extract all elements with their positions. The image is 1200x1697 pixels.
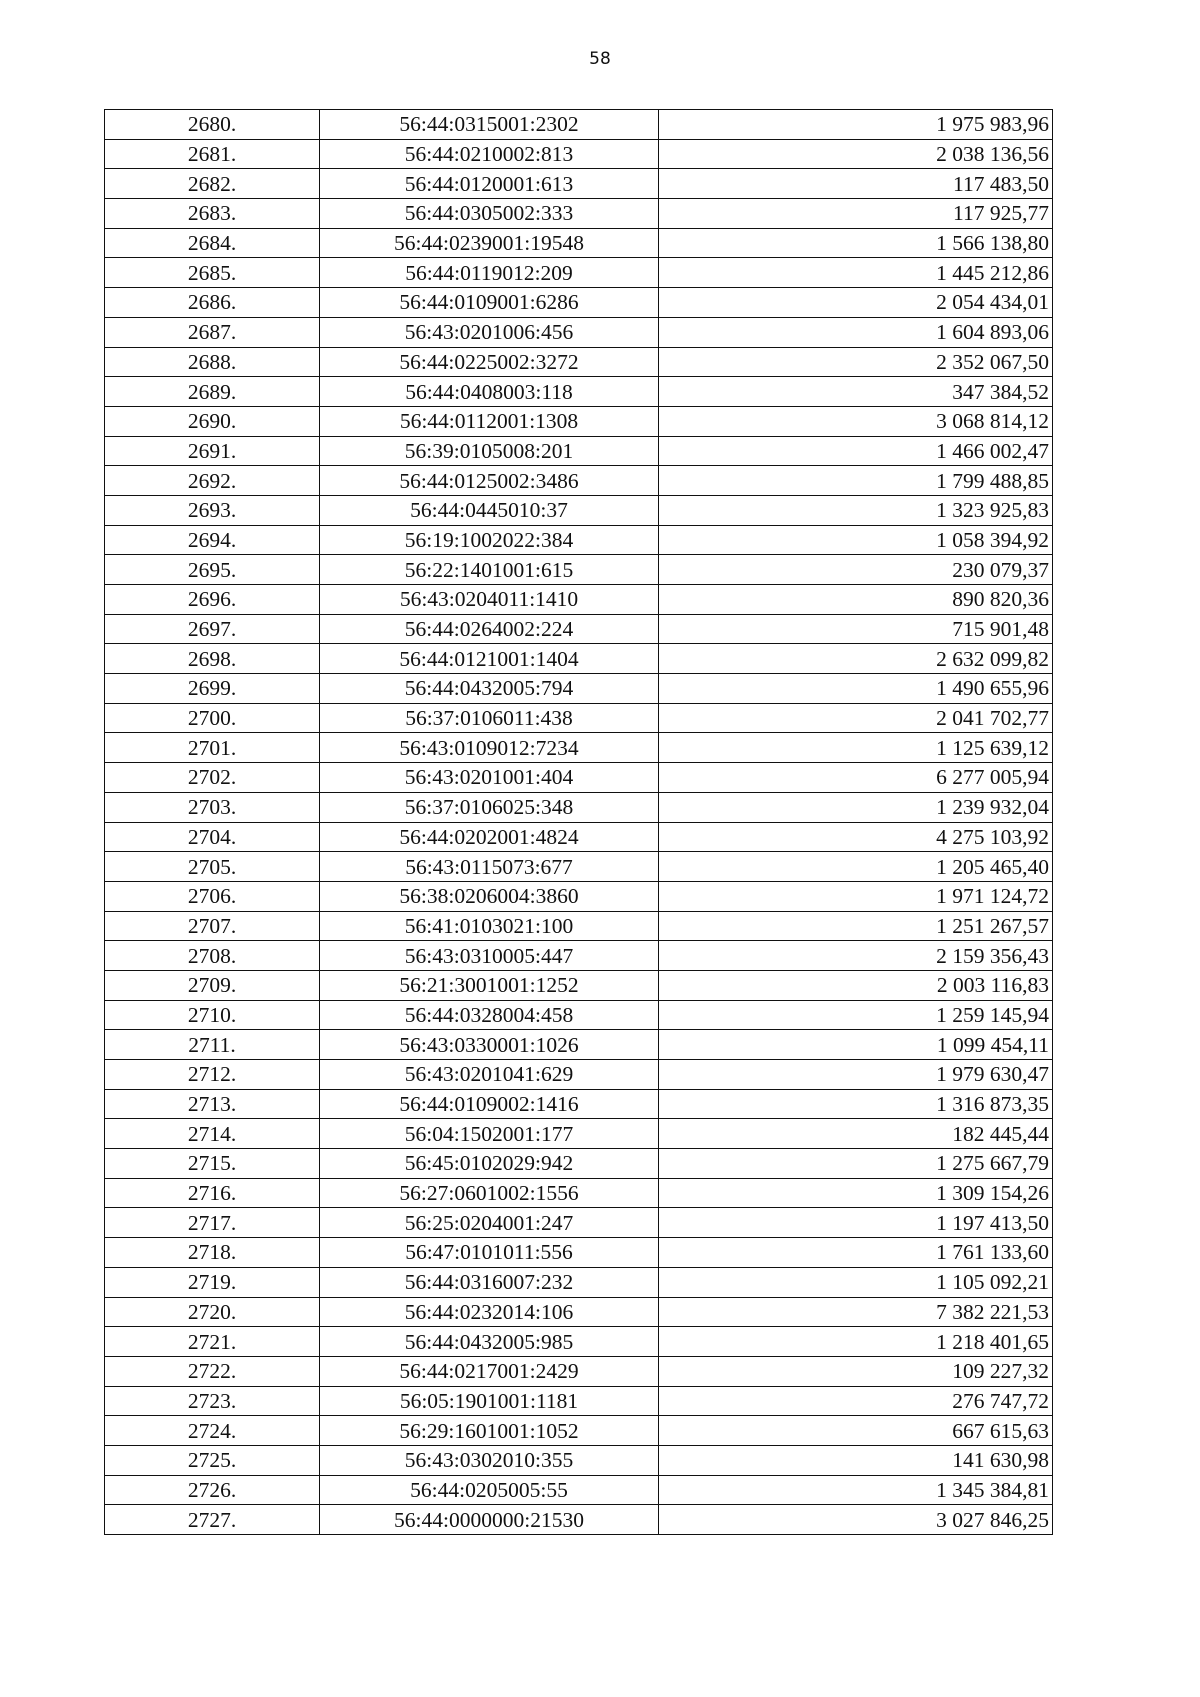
- row-number-cell: 2709.: [105, 970, 320, 1000]
- cadastral-number-cell: 56:44:0432005:985: [320, 1327, 659, 1357]
- row-number-cell: 2690.: [105, 406, 320, 436]
- table-row: [105, 288, 1053, 318]
- table-row: [105, 792, 1053, 822]
- table-row: [105, 585, 1053, 615]
- table-row: [105, 495, 1053, 525]
- cadastral-number-cell: 56:29:1601001:1052: [320, 1416, 659, 1446]
- value-cell: 2 159 356,43: [659, 941, 1053, 971]
- table-row: [105, 377, 1053, 407]
- value-cell: 2 632 099,82: [659, 644, 1053, 674]
- value-cell: 117 925,77: [659, 199, 1053, 229]
- value-cell: 667 615,63: [659, 1416, 1053, 1446]
- row-number-cell: 2701.: [105, 733, 320, 763]
- value-cell: 1 309 154,26: [659, 1178, 1053, 1208]
- cadastral-number-cell: 56:43:0204011:1410: [320, 585, 659, 615]
- table-row: [105, 317, 1053, 347]
- value-cell: 1 604 893,06: [659, 317, 1053, 347]
- table-row: [105, 970, 1053, 1000]
- value-cell: 4 275 103,92: [659, 822, 1053, 852]
- row-number-cell: 2708.: [105, 941, 320, 971]
- row-number-cell: 2697.: [105, 614, 320, 644]
- table-row: [105, 1060, 1053, 1090]
- value-cell: 890 820,36: [659, 585, 1053, 615]
- cadastral-number-cell: 56:44:0205005:55: [320, 1475, 659, 1505]
- cadastral-number-cell: 56:43:0201041:629: [320, 1060, 659, 1090]
- row-number-cell: 2715.: [105, 1149, 320, 1179]
- table-row: [105, 1356, 1053, 1386]
- cadastral-number-cell: 56:21:3001001:1252: [320, 970, 659, 1000]
- value-cell: 109 227,32: [659, 1356, 1053, 1386]
- registry-table-body: [105, 110, 1053, 1535]
- cadastral-number-cell: 56:41:0103021:100: [320, 911, 659, 941]
- table-row: [105, 852, 1053, 882]
- value-cell: 141 630,98: [659, 1445, 1053, 1475]
- row-number-cell: 2684.: [105, 228, 320, 258]
- table-row: [105, 941, 1053, 971]
- cadastral-number-cell: 56:47:0101011:556: [320, 1238, 659, 1268]
- cadastral-number-cell: 56:04:1502001:177: [320, 1119, 659, 1149]
- row-number-cell: 2727.: [105, 1505, 320, 1535]
- cadastral-number-cell: 56:44:0202001:4824: [320, 822, 659, 852]
- value-cell: 1 445 212,86: [659, 258, 1053, 288]
- value-cell: 230 079,37: [659, 555, 1053, 585]
- table-row: [105, 525, 1053, 555]
- row-number-cell: 2723.: [105, 1386, 320, 1416]
- value-cell: 3 027 846,25: [659, 1505, 1053, 1535]
- cadastral-number-cell: 56:44:0432005:794: [320, 674, 659, 704]
- row-number-cell: 2704.: [105, 822, 320, 852]
- row-number-cell: 2683.: [105, 199, 320, 229]
- value-cell: 2 352 067,50: [659, 347, 1053, 377]
- value-cell: 3 068 814,12: [659, 406, 1053, 436]
- row-number-cell: 2694.: [105, 525, 320, 555]
- table-row: [105, 1505, 1053, 1535]
- cadastral-number-cell: 56:44:0121001:1404: [320, 644, 659, 674]
- row-number-cell: 2721.: [105, 1327, 320, 1357]
- row-number-cell: 2682.: [105, 169, 320, 199]
- value-cell: 1 239 932,04: [659, 792, 1053, 822]
- value-cell: 1 490 655,96: [659, 674, 1053, 704]
- row-number-cell: 2700.: [105, 703, 320, 733]
- cadastral-number-cell: 56:38:0206004:3860: [320, 881, 659, 911]
- row-number-cell: 2702.: [105, 763, 320, 793]
- value-cell: 1 566 138,80: [659, 228, 1053, 258]
- row-number-cell: 2711.: [105, 1030, 320, 1060]
- value-cell: 347 384,52: [659, 377, 1053, 407]
- cadastral-number-cell: 56:44:0305002:333: [320, 199, 659, 229]
- value-cell: 1 979 630,47: [659, 1060, 1053, 1090]
- cadastral-number-cell: 56:44:0232014:106: [320, 1297, 659, 1327]
- row-number-cell: 2703.: [105, 792, 320, 822]
- table-row: [105, 1475, 1053, 1505]
- cadastral-number-cell: 56:43:0109012:7234: [320, 733, 659, 763]
- row-number-cell: 2710.: [105, 1000, 320, 1030]
- table-row: [105, 169, 1053, 199]
- table-row: [105, 1030, 1053, 1060]
- row-number-cell: 2692.: [105, 466, 320, 496]
- table-row: [105, 1208, 1053, 1238]
- row-number-cell: 2722.: [105, 1356, 320, 1386]
- value-cell: 715 901,48: [659, 614, 1053, 644]
- table-row: [105, 703, 1053, 733]
- table-row: [105, 1297, 1053, 1327]
- table-row: [105, 1178, 1053, 1208]
- cadastral-number-cell: 56:44:0445010:37: [320, 495, 659, 525]
- table-row: [105, 822, 1053, 852]
- table-row: [105, 199, 1053, 229]
- cadastral-number-cell: 56:44:0119012:209: [320, 258, 659, 288]
- value-cell: 1 466 002,47: [659, 436, 1053, 466]
- cadastral-number-cell: 56:44:0109002:1416: [320, 1089, 659, 1119]
- value-cell: 1 105 092,21: [659, 1267, 1053, 1297]
- cadastral-number-cell: 56:44:0112001:1308: [320, 406, 659, 436]
- row-number-cell: 2699.: [105, 674, 320, 704]
- cadastral-number-cell: 56:22:1401001:615: [320, 555, 659, 585]
- row-number-cell: 2691.: [105, 436, 320, 466]
- cadastral-number-cell: 56:44:0408003:118: [320, 377, 659, 407]
- row-number-cell: 2693.: [105, 495, 320, 525]
- value-cell: 1 761 133,60: [659, 1238, 1053, 1268]
- cadastral-number-cell: 56:44:0125002:3486: [320, 466, 659, 496]
- table-row: [105, 228, 1053, 258]
- cadastral-number-cell: 56:19:1002022:384: [320, 525, 659, 555]
- value-cell: 1 799 488,85: [659, 466, 1053, 496]
- row-number-cell: 2698.: [105, 644, 320, 674]
- value-cell: 1 218 401,65: [659, 1327, 1053, 1357]
- row-number-cell: 2713.: [105, 1089, 320, 1119]
- value-cell: 6 277 005,94: [659, 763, 1053, 793]
- cadastral-number-cell: 56:43:0201001:404: [320, 763, 659, 793]
- value-cell: 2 041 702,77: [659, 703, 1053, 733]
- cadastral-number-cell: 56:44:0120001:613: [320, 169, 659, 199]
- cadastral-number-cell: 56:44:0210002:813: [320, 139, 659, 169]
- table-row: [105, 1149, 1053, 1179]
- table-row: [105, 1000, 1053, 1030]
- value-cell: 276 747,72: [659, 1386, 1053, 1416]
- page-number: 58: [589, 49, 611, 69]
- row-number-cell: 2687.: [105, 317, 320, 347]
- row-number-cell: 2695.: [105, 555, 320, 585]
- value-cell: 1 971 124,72: [659, 881, 1053, 911]
- cadastral-number-cell: 56:44:0315001:2302: [320, 110, 659, 140]
- cadastral-number-cell: 56:43:0201006:456: [320, 317, 659, 347]
- table-row: [105, 258, 1053, 288]
- cadastral-number-cell: 56:25:0204001:247: [320, 1208, 659, 1238]
- row-number-cell: 2706.: [105, 881, 320, 911]
- cadastral-number-cell: 56:44:0264002:224: [320, 614, 659, 644]
- value-cell: 1 975 983,96: [659, 110, 1053, 140]
- value-cell: 1 275 667,79: [659, 1149, 1053, 1179]
- row-number-cell: 2688.: [105, 347, 320, 377]
- cadastral-number-cell: 56:44:0328004:458: [320, 1000, 659, 1030]
- value-cell: 1 205 465,40: [659, 852, 1053, 882]
- value-cell: 117 483,50: [659, 169, 1053, 199]
- row-number-cell: 2707.: [105, 911, 320, 941]
- row-number-cell: 2719.: [105, 1267, 320, 1297]
- cadastral-number-cell: 56:39:0105008:201: [320, 436, 659, 466]
- row-number-cell: 2717.: [105, 1208, 320, 1238]
- table-row: [105, 1238, 1053, 1268]
- table-row: [105, 1327, 1053, 1357]
- value-cell: 1 058 394,92: [659, 525, 1053, 555]
- table-row: [105, 911, 1053, 941]
- row-number-cell: 2716.: [105, 1178, 320, 1208]
- cadastral-number-cell: 56:05:1901001:1181: [320, 1386, 659, 1416]
- value-cell: 1 125 639,12: [659, 733, 1053, 763]
- cadastral-number-cell: 56:37:0106011:438: [320, 703, 659, 733]
- row-number-cell: 2705.: [105, 852, 320, 882]
- row-number-cell: 2720.: [105, 1297, 320, 1327]
- registry-table: [104, 109, 1053, 1535]
- cadastral-number-cell: 56:43:0310005:447: [320, 941, 659, 971]
- cadastral-number-cell: 56:27:0601002:1556: [320, 1178, 659, 1208]
- table-row: [105, 881, 1053, 911]
- table-row: [105, 555, 1053, 585]
- table-row: [105, 1119, 1053, 1149]
- cadastral-number-cell: 56:44:0316007:232: [320, 1267, 659, 1297]
- cadastral-number-cell: 56:44:0225002:3272: [320, 347, 659, 377]
- value-cell: 1 259 145,94: [659, 1000, 1053, 1030]
- table-row: [105, 1089, 1053, 1119]
- value-cell: 2 054 434,01: [659, 288, 1053, 318]
- table-row: [105, 763, 1053, 793]
- table-row: [105, 644, 1053, 674]
- table-row: [105, 436, 1053, 466]
- row-number-cell: 2680.: [105, 110, 320, 140]
- value-cell: 182 445,44: [659, 1119, 1053, 1149]
- row-number-cell: 2714.: [105, 1119, 320, 1149]
- row-number-cell: 2726.: [105, 1475, 320, 1505]
- value-cell: 2 038 136,56: [659, 139, 1053, 169]
- value-cell: 1 099 454,11: [659, 1030, 1053, 1060]
- value-cell: 1 316 873,35: [659, 1089, 1053, 1119]
- table-row: [105, 1386, 1053, 1416]
- row-number-cell: 2724.: [105, 1416, 320, 1446]
- table-row: [105, 110, 1053, 140]
- table-row: [105, 347, 1053, 377]
- cadastral-number-cell: 56:44:0000000:21530: [320, 1505, 659, 1535]
- table-row: [105, 1267, 1053, 1297]
- table-row: [105, 406, 1053, 436]
- table-row: [105, 1416, 1053, 1446]
- row-number-cell: 2686.: [105, 288, 320, 318]
- value-cell: 1 251 267,57: [659, 911, 1053, 941]
- cadastral-number-cell: 56:43:0330001:1026: [320, 1030, 659, 1060]
- value-cell: 1 345 384,81: [659, 1475, 1053, 1505]
- cadastral-number-cell: 56:44:0109001:6286: [320, 288, 659, 318]
- value-cell: 1 323 925,83: [659, 495, 1053, 525]
- value-cell: 7 382 221,53: [659, 1297, 1053, 1327]
- row-number-cell: 2712.: [105, 1060, 320, 1090]
- cadastral-number-cell: 56:43:0115073:677: [320, 852, 659, 882]
- row-number-cell: 2681.: [105, 139, 320, 169]
- cadastral-number-cell: 56:43:0302010:355: [320, 1445, 659, 1475]
- row-number-cell: 2718.: [105, 1238, 320, 1268]
- row-number-cell: 2685.: [105, 258, 320, 288]
- cadastral-number-cell: 56:45:0102029:942: [320, 1149, 659, 1179]
- row-number-cell: 2725.: [105, 1445, 320, 1475]
- table-row: [105, 139, 1053, 169]
- cadastral-number-cell: 56:44:0217001:2429: [320, 1356, 659, 1386]
- row-number-cell: 2689.: [105, 377, 320, 407]
- value-cell: 1 197 413,50: [659, 1208, 1053, 1238]
- table-row: [105, 674, 1053, 704]
- table-row: [105, 733, 1053, 763]
- table-row: [105, 466, 1053, 496]
- table-row: [105, 614, 1053, 644]
- cadastral-number-cell: 56:37:0106025:348: [320, 792, 659, 822]
- row-number-cell: 2696.: [105, 585, 320, 615]
- table-row: [105, 1445, 1053, 1475]
- value-cell: 2 003 116,83: [659, 970, 1053, 1000]
- cadastral-number-cell: 56:44:0239001:19548: [320, 228, 659, 258]
